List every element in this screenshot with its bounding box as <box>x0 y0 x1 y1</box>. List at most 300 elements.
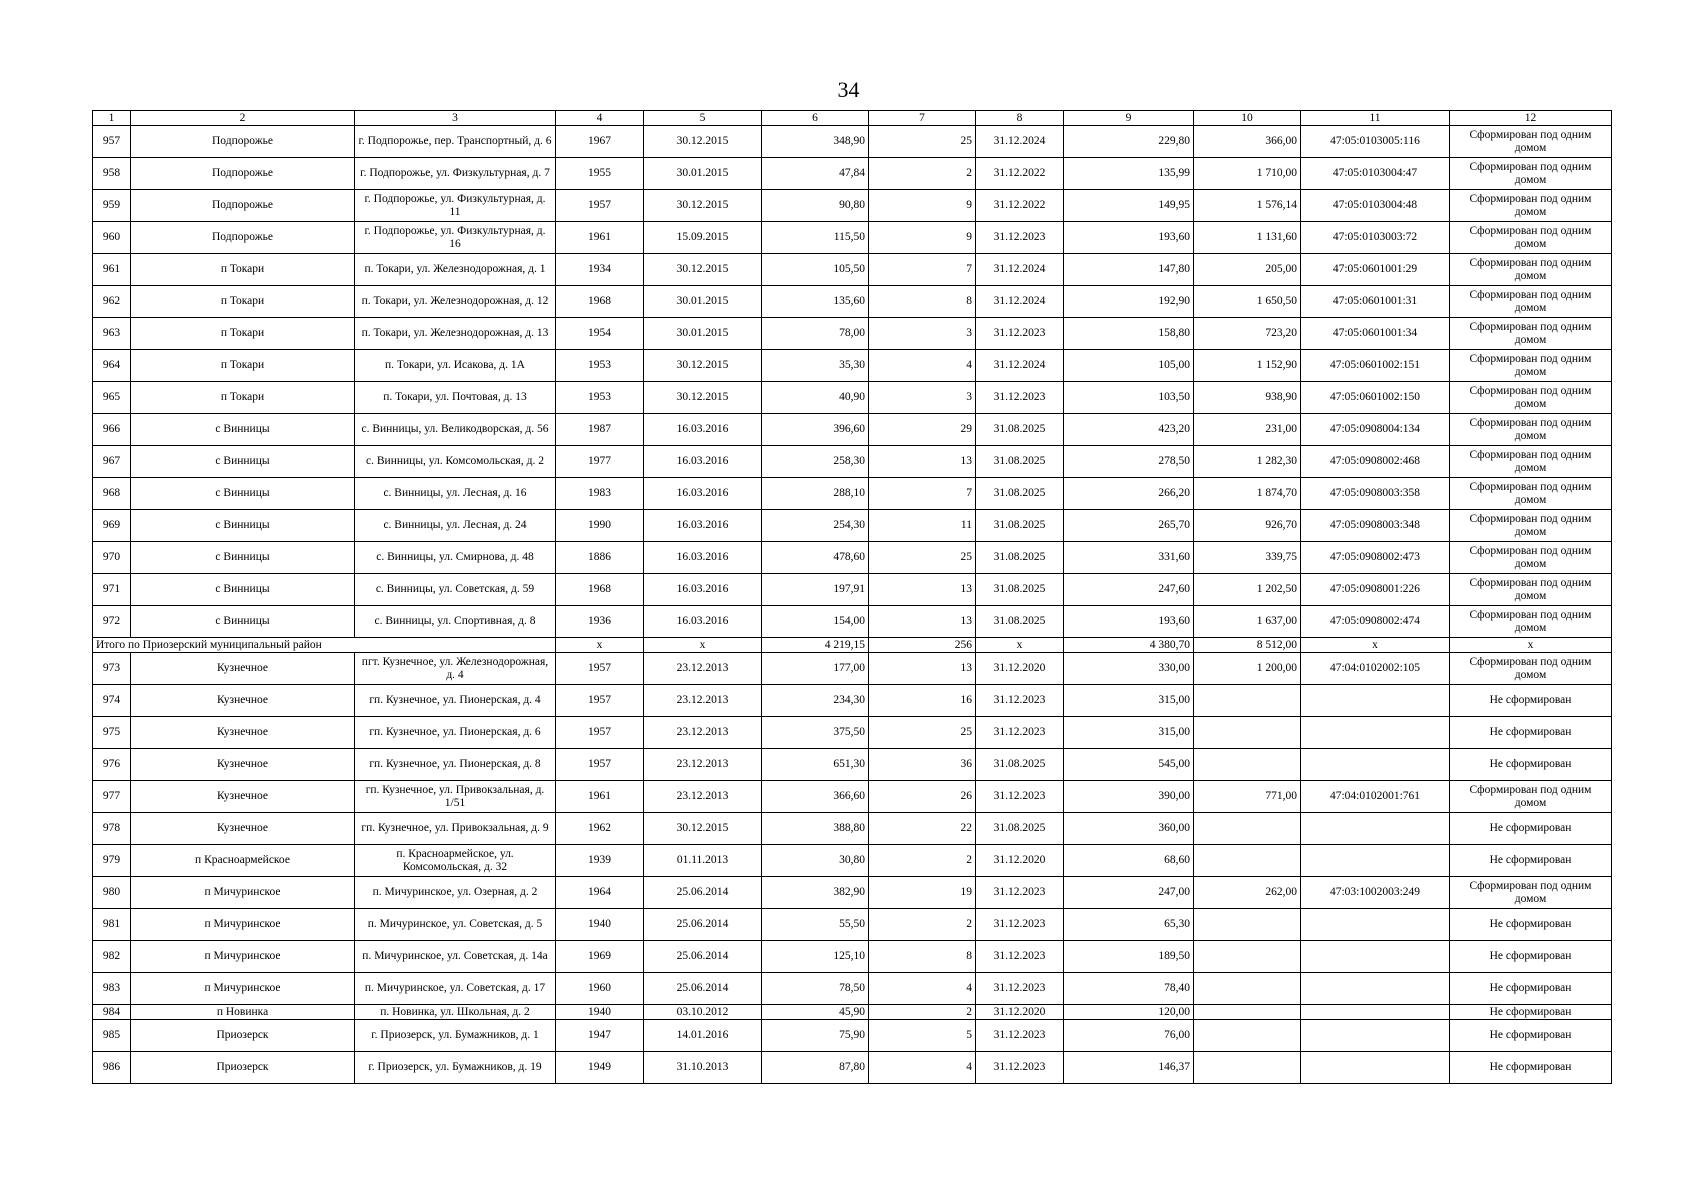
table-row <box>93 845 1612 877</box>
cadastral-number-cell <box>1301 717 1450 749</box>
address-cell: гп. Кузнечное, ул. Пионерская, д. 8 <box>355 749 556 781</box>
date-cell: 15.09.2015 <box>644 222 762 254</box>
date-cell: 16.03.2016 <box>644 446 762 478</box>
table-row <box>93 653 1612 685</box>
settlement-cell: с Винницы <box>131 542 355 574</box>
column-number-header: 4 <box>556 111 644 126</box>
count-cell: 5 <box>869 1020 976 1052</box>
date-cell: 25.06.2014 <box>644 877 762 909</box>
count-cell: 13 <box>869 653 976 685</box>
count-cell: 8 <box>869 286 976 318</box>
cadastral-number-cell <box>1301 1020 1450 1052</box>
status-cell: Сформирован под одним домом <box>1450 478 1612 510</box>
deadline-cell: 31.12.2024 <box>976 254 1064 286</box>
value-cell: 545,00 <box>1064 749 1194 781</box>
land-area-cell: 205,00 <box>1194 254 1301 286</box>
date-cell: 01.11.2013 <box>644 845 762 877</box>
deadline-cell: 31.08.2025 <box>976 414 1064 446</box>
date-cell: 23.12.2013 <box>644 749 762 781</box>
row-number-cell: 982 <box>93 941 131 973</box>
deadline-cell: 31.08.2025 <box>976 813 1064 845</box>
year-cell: 1949 <box>556 1052 644 1084</box>
year-cell: 1969 <box>556 941 644 973</box>
deadline-cell: 31.12.2023 <box>976 909 1064 941</box>
address-cell: п. Мичуринское, ул. Озерная, д. 2 <box>355 877 556 909</box>
land-area-cell: 723,20 <box>1194 318 1301 350</box>
settlement-cell: с Винницы <box>131 414 355 446</box>
address-cell: г. Подпорожье, ул. Физкультурная, д. 7 <box>355 158 556 190</box>
status-cell: Не сформирован <box>1450 1052 1612 1084</box>
address-cell: гп. Кузнечное, ул. Привокзальная, д. 1/51 <box>355 781 556 813</box>
settlement-cell: Кузнечное <box>131 717 355 749</box>
count-cell: 2 <box>869 845 976 877</box>
status-cell: Сформирован под одним домом <box>1450 126 1612 158</box>
address-cell: гп. Кузнечное, ул. Привокзальная, д. 9 <box>355 813 556 845</box>
count-cell: 9 <box>869 222 976 254</box>
status-cell: Не сформирован <box>1450 749 1612 781</box>
total-cell: 256 <box>869 638 976 653</box>
date-cell: 30.01.2015 <box>644 286 762 318</box>
column-number-header: 12 <box>1450 111 1612 126</box>
total-cell: 4 219,15 <box>762 638 869 653</box>
settlement-cell: Кузнечное <box>131 653 355 685</box>
area-cell: 47,84 <box>762 158 869 190</box>
area-cell: 90,80 <box>762 190 869 222</box>
row-number-cell: 959 <box>93 190 131 222</box>
area-cell: 87,80 <box>762 1052 869 1084</box>
cadastral-number-cell: 47:05:0908002:474 <box>1301 606 1450 638</box>
area-cell: 135,60 <box>762 286 869 318</box>
count-cell: 16 <box>869 685 976 717</box>
date-cell: 30.12.2015 <box>644 254 762 286</box>
address-cell: п. Токари, ул. Железнодорожная, д. 13 <box>355 318 556 350</box>
table-row <box>93 749 1612 781</box>
date-cell: 03.10.2012 <box>644 1005 762 1020</box>
settlement-cell: Подпорожье <box>131 190 355 222</box>
status-cell: Не сформирован <box>1450 845 1612 877</box>
count-cell: 36 <box>869 749 976 781</box>
date-cell: 25.06.2014 <box>644 973 762 1005</box>
area-cell: 45,90 <box>762 1005 869 1020</box>
table-row <box>93 813 1612 845</box>
address-cell: гп. Кузнечное, ул. Пионерская, д. 4 <box>355 685 556 717</box>
address-cell: с. Винницы, ул. Комсомольская, д. 2 <box>355 446 556 478</box>
year-cell: 1940 <box>556 1005 644 1020</box>
cadastral-number-cell <box>1301 813 1450 845</box>
settlement-cell: Кузнечное <box>131 781 355 813</box>
value-cell: 266,20 <box>1064 478 1194 510</box>
row-number-cell: 972 <box>93 606 131 638</box>
settlement-cell: п Токари <box>131 286 355 318</box>
column-number-header: 11 <box>1301 111 1450 126</box>
column-number-header: 6 <box>762 111 869 126</box>
count-cell: 19 <box>869 877 976 909</box>
table-row <box>93 909 1612 941</box>
area-cell: 382,90 <box>762 877 869 909</box>
year-cell: 1987 <box>556 414 644 446</box>
area-cell: 234,30 <box>762 685 869 717</box>
settlement-cell: Подпорожье <box>131 158 355 190</box>
year-cell: 1957 <box>556 190 644 222</box>
value-cell: 330,00 <box>1064 653 1194 685</box>
date-cell: 30.12.2015 <box>644 350 762 382</box>
settlement-cell: Приозерск <box>131 1052 355 1084</box>
column-number-header: 7 <box>869 111 976 126</box>
area-cell: 125,10 <box>762 941 869 973</box>
value-cell: 147,80 <box>1064 254 1194 286</box>
year-cell: 1940 <box>556 909 644 941</box>
settlement-cell: с Винницы <box>131 478 355 510</box>
status-cell: Сформирован под одним домом <box>1450 350 1612 382</box>
value-cell: 192,90 <box>1064 286 1194 318</box>
status-cell: Сформирован под одним домом <box>1450 574 1612 606</box>
row-number-cell: 966 <box>93 414 131 446</box>
settlement-cell: с Винницы <box>131 510 355 542</box>
table-row <box>93 510 1612 542</box>
date-cell: 30.12.2015 <box>644 126 762 158</box>
land-area-cell: 1 131,60 <box>1194 222 1301 254</box>
row-number-cell: 962 <box>93 286 131 318</box>
address-cell: п. Токари, ул. Железнодорожная, д. 1 <box>355 254 556 286</box>
table-row <box>93 190 1612 222</box>
settlement-cell: Кузнечное <box>131 685 355 717</box>
settlement-cell: п Мичуринское <box>131 941 355 973</box>
count-cell: 7 <box>869 478 976 510</box>
address-cell: с. Винницы, ул. Советская, д. 59 <box>355 574 556 606</box>
land-area-cell: 1 576,14 <box>1194 190 1301 222</box>
cadastral-number-cell: 47:04:0102001:761 <box>1301 781 1450 813</box>
year-cell: 1936 <box>556 606 644 638</box>
value-cell: 135,99 <box>1064 158 1194 190</box>
value-cell: 193,60 <box>1064 222 1194 254</box>
count-cell: 13 <box>869 606 976 638</box>
table-row <box>93 1020 1612 1052</box>
value-cell: 331,60 <box>1064 542 1194 574</box>
land-area-cell: 926,70 <box>1194 510 1301 542</box>
cadastral-number-cell: 47:05:0908003:358 <box>1301 478 1450 510</box>
deadline-cell: 31.08.2025 <box>976 446 1064 478</box>
land-area-cell: 1 710,00 <box>1194 158 1301 190</box>
value-cell: 158,80 <box>1064 318 1194 350</box>
area-cell: 478,60 <box>762 542 869 574</box>
settlement-cell: с Винницы <box>131 574 355 606</box>
address-cell: г. Подпорожье, ул. Физкультурная, д. 16 <box>355 222 556 254</box>
settlement-cell: Подпорожье <box>131 222 355 254</box>
date-cell: 31.10.2013 <box>644 1052 762 1084</box>
table-row <box>93 126 1612 158</box>
cadastral-number-cell <box>1301 685 1450 717</box>
status-cell: Не сформирован <box>1450 909 1612 941</box>
column-number-header: 9 <box>1064 111 1194 126</box>
year-cell: 1934 <box>556 254 644 286</box>
land-area-cell: 1 202,50 <box>1194 574 1301 606</box>
value-cell: 423,20 <box>1064 414 1194 446</box>
row-number-cell: 967 <box>93 446 131 478</box>
cadastral-number-cell: 47:05:0601001:31 <box>1301 286 1450 318</box>
year-cell: 1964 <box>556 877 644 909</box>
deadline-cell: 31.12.2020 <box>976 653 1064 685</box>
settlement-cell: п Красноармейское <box>131 845 355 877</box>
address-cell: п. Токари, ул. Исакова, д. 1А <box>355 350 556 382</box>
status-cell: Не сформирован <box>1450 1020 1612 1052</box>
deadline-cell: 31.12.2023 <box>976 717 1064 749</box>
table-row <box>93 542 1612 574</box>
year-cell: 1955 <box>556 158 644 190</box>
year-cell: 1957 <box>556 653 644 685</box>
deadline-cell: 31.12.2023 <box>976 382 1064 414</box>
land-area-cell: 1 874,70 <box>1194 478 1301 510</box>
date-cell: 30.12.2015 <box>644 382 762 414</box>
status-cell: Сформирован под одним домом <box>1450 653 1612 685</box>
row-number-cell: 965 <box>93 382 131 414</box>
row-number-cell: 961 <box>93 254 131 286</box>
deadline-cell: 31.12.2022 <box>976 158 1064 190</box>
count-cell: 3 <box>869 382 976 414</box>
count-cell: 11 <box>869 510 976 542</box>
row-number-cell: 978 <box>93 813 131 845</box>
count-cell: 8 <box>869 941 976 973</box>
row-number-cell: 975 <box>93 717 131 749</box>
deadline-cell: 31.12.2024 <box>976 350 1064 382</box>
value-cell: 315,00 <box>1064 685 1194 717</box>
land-area-cell <box>1194 941 1301 973</box>
status-cell: Сформирован под одним домом <box>1450 158 1612 190</box>
cadastral-number-cell: 47:05:0601002:150 <box>1301 382 1450 414</box>
column-number-header: 10 <box>1194 111 1301 126</box>
address-cell: п. Новинка, ул. Школьная, д. 2 <box>355 1005 556 1020</box>
land-area-cell: 231,00 <box>1194 414 1301 446</box>
date-cell: 23.12.2013 <box>644 781 762 813</box>
total-row <box>93 638 1612 653</box>
year-cell: 1886 <box>556 542 644 574</box>
column-number-header: 3 <box>355 111 556 126</box>
cadastral-number-cell: 47:05:0908002:473 <box>1301 542 1450 574</box>
land-area-cell: 1 152,90 <box>1194 350 1301 382</box>
address-cell: с. Винницы, ул. Великодворская, д. 56 <box>355 414 556 446</box>
settlement-cell: п Токари <box>131 382 355 414</box>
cadastral-number-cell: 47:05:0103005:116 <box>1301 126 1450 158</box>
table-row <box>93 781 1612 813</box>
total-label: Итого по Приозерский муниципальный район <box>93 638 556 653</box>
value-cell: 265,70 <box>1064 510 1194 542</box>
area-cell: 396,60 <box>762 414 869 446</box>
settlement-cell: Кузнечное <box>131 749 355 781</box>
row-number-cell: 976 <box>93 749 131 781</box>
land-area-cell: 339,75 <box>1194 542 1301 574</box>
cadastral-number-cell <box>1301 1005 1450 1020</box>
cadastral-number-cell: 47:05:0908001:226 <box>1301 574 1450 606</box>
cadastral-number-cell: 47:03:1002003:249 <box>1301 877 1450 909</box>
deadline-cell: 31.12.2022 <box>976 190 1064 222</box>
area-cell: 177,00 <box>762 653 869 685</box>
address-cell: с. Винницы, ул. Спортивная, д. 8 <box>355 606 556 638</box>
area-cell: 35,30 <box>762 350 869 382</box>
value-cell: 229,80 <box>1064 126 1194 158</box>
settlement-cell: Кузнечное <box>131 813 355 845</box>
table-row <box>93 685 1612 717</box>
deadline-cell: 31.08.2025 <box>976 510 1064 542</box>
year-cell: 1961 <box>556 222 644 254</box>
area-cell: 115,50 <box>762 222 869 254</box>
year-cell: 1953 <box>556 350 644 382</box>
count-cell: 2 <box>869 1005 976 1020</box>
address-cell: п. Мичуринское, ул. Советская, д. 5 <box>355 909 556 941</box>
area-cell: 75,90 <box>762 1020 869 1052</box>
row-number-cell: 973 <box>93 653 131 685</box>
table-row <box>93 286 1612 318</box>
column-number-header: 8 <box>976 111 1064 126</box>
area-cell: 348,90 <box>762 126 869 158</box>
status-cell: Сформирован под одним домом <box>1450 382 1612 414</box>
status-cell: Не сформирован <box>1450 717 1612 749</box>
area-cell: 375,50 <box>762 717 869 749</box>
row-number-cell: 971 <box>93 574 131 606</box>
date-cell: 16.03.2016 <box>644 478 762 510</box>
table-row <box>93 941 1612 973</box>
address-cell: п. Мичуринское, ул. Советская, д. 14а <box>355 941 556 973</box>
count-cell: 9 <box>869 190 976 222</box>
deadline-cell: 31.08.2025 <box>976 574 1064 606</box>
area-cell: 30,80 <box>762 845 869 877</box>
date-cell: 30.01.2015 <box>644 318 762 350</box>
table-row <box>93 478 1612 510</box>
row-number-cell: 977 <box>93 781 131 813</box>
settlement-cell: с Винницы <box>131 446 355 478</box>
date-cell: 16.03.2016 <box>644 606 762 638</box>
column-number-header: 1 <box>93 111 131 126</box>
status-cell: Сформирован под одним домом <box>1450 510 1612 542</box>
address-cell: г. Подпорожье, пер. Транспортный, д. 6 <box>355 126 556 158</box>
area-cell: 366,60 <box>762 781 869 813</box>
value-cell: 149,95 <box>1064 190 1194 222</box>
value-cell: 247,60 <box>1064 574 1194 606</box>
table-row <box>93 717 1612 749</box>
status-cell: Не сформирован <box>1450 973 1612 1005</box>
cadastral-number-cell <box>1301 1052 1450 1084</box>
value-cell: 315,00 <box>1064 717 1194 749</box>
land-area-cell <box>1194 845 1301 877</box>
page-number: 34 <box>837 77 860 102</box>
deadline-cell: 31.12.2023 <box>976 318 1064 350</box>
settlement-cell: п Новинка <box>131 1005 355 1020</box>
cadastral-number-cell: 47:05:0103004:47 <box>1301 158 1450 190</box>
status-cell: Сформирован под одним домом <box>1450 781 1612 813</box>
row-number-cell: 980 <box>93 877 131 909</box>
table-row <box>93 877 1612 909</box>
row-number-cell: 969 <box>93 510 131 542</box>
area-cell: 197,91 <box>762 574 869 606</box>
table-row <box>93 973 1612 1005</box>
column-number-header: 2 <box>131 111 355 126</box>
area-cell: 105,50 <box>762 254 869 286</box>
row-number-cell: 960 <box>93 222 131 254</box>
settlement-cell: п Мичуринское <box>131 877 355 909</box>
cadastral-number-cell <box>1301 973 1450 1005</box>
year-cell: 1990 <box>556 510 644 542</box>
year-cell: 1957 <box>556 717 644 749</box>
settlement-cell: п Токари <box>131 318 355 350</box>
value-cell: 146,37 <box>1064 1052 1194 1084</box>
land-area-cell: 1 282,30 <box>1194 446 1301 478</box>
count-cell: 26 <box>869 781 976 813</box>
total-cell: х <box>1450 638 1612 653</box>
date-cell: 25.06.2014 <box>644 941 762 973</box>
value-cell: 278,50 <box>1064 446 1194 478</box>
land-area-cell <box>1194 749 1301 781</box>
cadastral-number-cell <box>1301 845 1450 877</box>
count-cell: 25 <box>869 542 976 574</box>
area-cell: 40,90 <box>762 382 869 414</box>
year-cell: 1983 <box>556 478 644 510</box>
row-number-cell: 970 <box>93 542 131 574</box>
year-cell: 1939 <box>556 845 644 877</box>
value-cell: 189,50 <box>1064 941 1194 973</box>
status-cell: Не сформирован <box>1450 941 1612 973</box>
land-area-cell <box>1194 1020 1301 1052</box>
total-cell: х <box>1301 638 1450 653</box>
status-cell: Сформирован под одним домом <box>1450 606 1612 638</box>
date-cell: 16.03.2016 <box>644 542 762 574</box>
count-cell: 3 <box>869 318 976 350</box>
total-cell: х <box>644 638 762 653</box>
count-cell: 13 <box>869 446 976 478</box>
settlement-cell: Приозерск <box>131 1020 355 1052</box>
table-row <box>93 1005 1612 1020</box>
status-cell: Сформирован под одним домом <box>1450 318 1612 350</box>
status-cell: Не сформирован <box>1450 1005 1612 1020</box>
area-cell: 651,30 <box>762 749 869 781</box>
cadastral-number-cell <box>1301 941 1450 973</box>
date-cell: 30.12.2015 <box>644 190 762 222</box>
row-number-cell: 986 <box>93 1052 131 1084</box>
row-number-cell: 979 <box>93 845 131 877</box>
row-number-cell: 963 <box>93 318 131 350</box>
land-area-cell <box>1194 685 1301 717</box>
housing-register-table <box>92 110 1612 1084</box>
date-cell: 23.12.2013 <box>644 685 762 717</box>
cadastral-number-cell: 47:05:0908004:134 <box>1301 414 1450 446</box>
year-cell: 1967 <box>556 126 644 158</box>
row-number-cell: 968 <box>93 478 131 510</box>
date-cell: 23.12.2013 <box>644 653 762 685</box>
address-cell: г. Приозерск, ул. Бумажников, д. 1 <box>355 1020 556 1052</box>
land-area-cell <box>1194 909 1301 941</box>
area-cell: 154,00 <box>762 606 869 638</box>
value-cell: 120,00 <box>1064 1005 1194 1020</box>
row-number-cell: 957 <box>93 126 131 158</box>
land-area-cell: 366,00 <box>1194 126 1301 158</box>
deadline-cell: 31.12.2020 <box>976 845 1064 877</box>
address-cell: с. Винницы, ул. Лесная, д. 16 <box>355 478 556 510</box>
value-cell: 68,60 <box>1064 845 1194 877</box>
address-cell: п. Мичуринское, ул. Советская, д. 17 <box>355 973 556 1005</box>
year-cell: 1960 <box>556 973 644 1005</box>
cadastral-number-cell <box>1301 909 1450 941</box>
date-cell: 16.03.2016 <box>644 510 762 542</box>
area-cell: 388,80 <box>762 813 869 845</box>
value-cell: 78,40 <box>1064 973 1194 1005</box>
address-cell: п. Токари, ул. Почтовая, д. 13 <box>355 382 556 414</box>
deadline-cell: 31.12.2023 <box>976 973 1064 1005</box>
year-cell: 1968 <box>556 574 644 606</box>
count-cell: 25 <box>869 126 976 158</box>
land-area-cell: 938,90 <box>1194 382 1301 414</box>
settlement-cell: Подпорожье <box>131 126 355 158</box>
settlement-cell: п Мичуринское <box>131 973 355 1005</box>
status-cell: Сформирован под одним домом <box>1450 222 1612 254</box>
date-cell: 16.03.2016 <box>644 574 762 606</box>
area-cell: 55,50 <box>762 909 869 941</box>
